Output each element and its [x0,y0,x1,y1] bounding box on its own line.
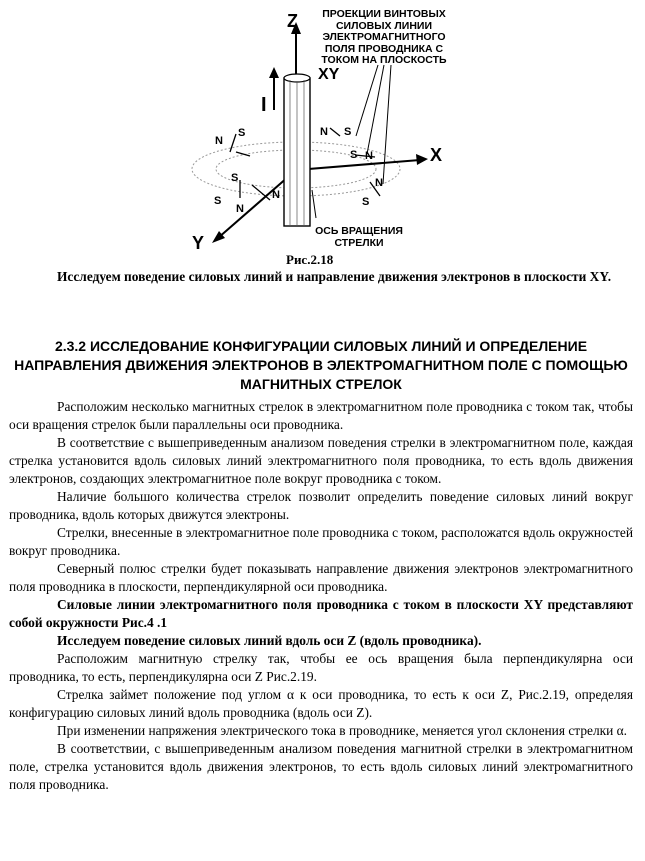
x-axis-label: X [430,145,443,165]
pole-s: S [214,195,222,207]
pole-n: N [272,189,280,201]
projection-note: ПРОЕКЦИИ ВИНТОВЫХ СИЛОВЫХ ЛИНИИ ЭЛЕКТРОМАГНИТНОГО ПОЛЯ ПРОВОДНИКА С ТОКОМ НА ПЛОСКОСТЬ [321,8,447,66]
intro-paragraph: Исследуем поведение силовых линий и направление движения электронов в плоскости XY. [57,269,612,284]
paragraph: Стрелка займет положение под углом α к оси проводника, то есть к оси Z, Рис.2.19, определяя конфигурацию силовых линий вдоль проводника (вдоль оси Z). [9,687,633,720]
pole-s: S [231,172,239,184]
body-text [9,398,633,794]
paragraph: В соответствии, с вышеприведенным анализом поведения магнитной стрелки в электромагнитном поле, стрелка установится вдоль движения электронов, то есть вдоль силовых линий электромагнитного поля проводника. [9,741,633,792]
x-axis-line [296,160,420,170]
pole-s: S [350,149,358,161]
pole-s: S [238,127,246,139]
pole-n: N [320,126,328,138]
paragraph: Стрелки, внесенные в электромагнитное поле проводника с током, расположатся вдоль окружностей вокруг проводника. [9,525,633,558]
pole-n: N [365,150,373,162]
pole-s: S [362,196,370,208]
pole-n: N [215,135,223,147]
figure-2-18 [0,0,645,267]
conductor-top [284,74,310,82]
paragraph: При изменении напряжения электрического тока в проводнике, меняется угол склонения стрелки α. [57,723,628,738]
pole-n: N [236,203,244,215]
axis-note: ОСЬ ВРАЩЕНИЯ СТРЕЛКИ [315,225,403,249]
paragraph: Наличие большого количества стрелок позволит определить поведение силовых линий вокруг проводника, вдоль которых движутся электроны. [9,489,633,522]
paragraph: Расположим магнитную стрелку так, чтобы ее ось вращения была перпендикулярна оси проводника, то есть, перпендикулярна оси Z Рис.2.19. [9,651,633,684]
y-axis-label: Y [192,233,205,253]
section-title: 2.3.2 ИССЛЕДОВАНИЕ КОНФИГУРАЦИИ СИЛОВЫХ ЛИНИЙ И ОПРЕДЕЛЕНИЕ НАПРАВЛЕНИЯ ДВИЖЕНИЯ ЭЛЕКТРОНОВ В ЭЛЕКТРОМАГНИТНОМ ПОЛЕ С ПОМОЩЬЮ МАГНИТНЫХ СТРЕЛОК [14,338,628,392]
plane-label: XY [318,66,340,83]
x-axis-arrow [416,154,428,165]
pole-s: S [344,126,352,138]
current-label: I [261,94,267,116]
intro-block [9,268,633,286]
z-axis-label: Z [287,11,298,31]
bold-statement: Исследуем поведение силовых линий вдоль оси Z (вдоль проводника). [57,633,482,648]
paragraph: Расположим несколько магнитных стрелок в электромагнитном поле проводника с током так, чтобы оси вращения стрелок были параллельны оси проводника. [9,399,633,432]
figure-caption: Рис.2.18 [286,252,334,267]
paragraph: В соответствие с вышеприведенным анализом поведения стрелки в электромагнитном поле, каждая стрелка установится вдоль силовых линий электромагнитного поля проводника, то есть вдоль движения электронов, создающих электромагнитное поле вокруг проводника с током. [9,435,633,486]
pole-n: N [375,177,383,189]
bold-statement: Силовые линии электромагнитного поля проводника с током в плоскости XY представляют собой окружности Рис.4 .1 [9,597,633,630]
paragraph: Северный полюс стрелки будет показывать направление движения электронов электромагнитного поля проводника в плоскости, перпендикулярной оси проводника. [9,561,633,594]
current-arrow-head [269,67,279,78]
